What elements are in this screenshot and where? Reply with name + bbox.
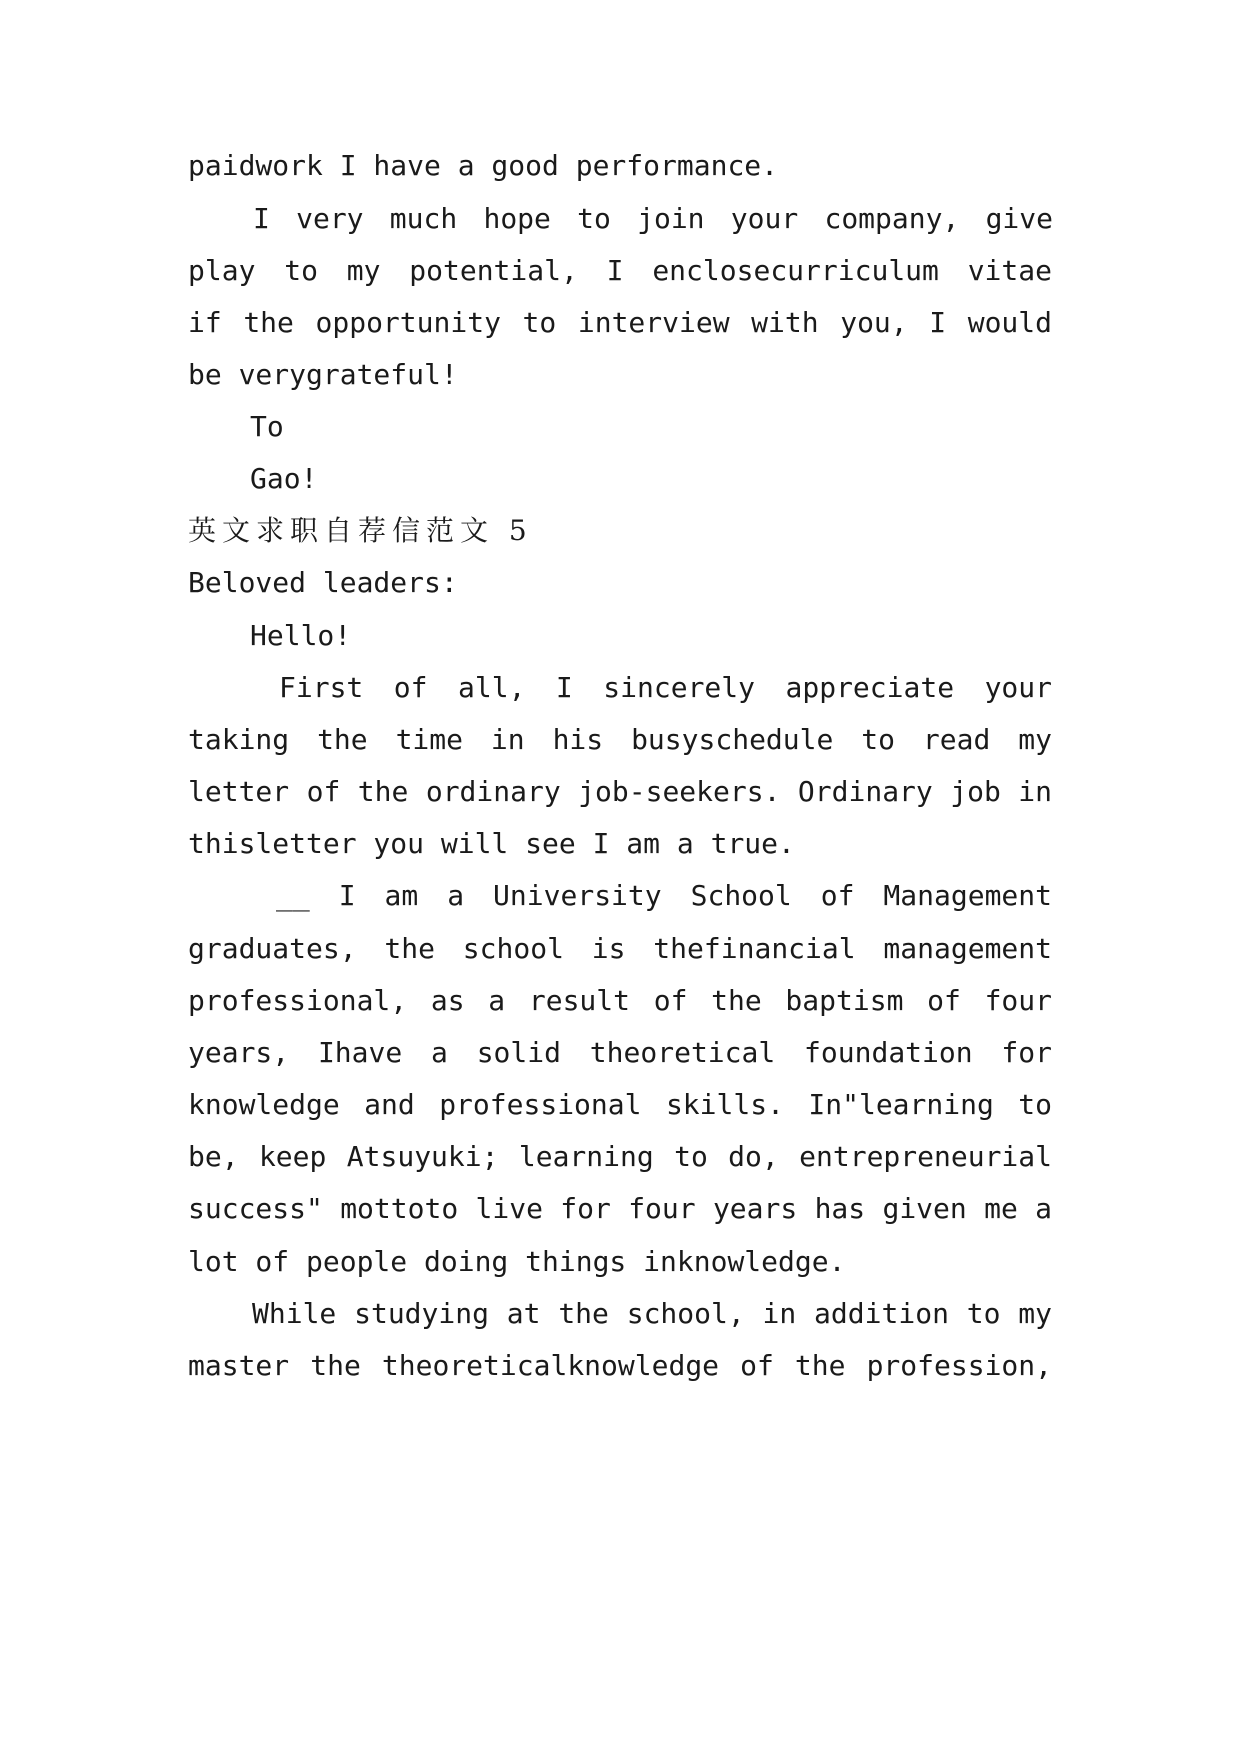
text-line: be verygrateful! — [188, 358, 458, 391]
greeting: Hello! — [250, 619, 352, 652]
text-line: knowledge and professional skills. In"learning to — [188, 1088, 1052, 1121]
text-line: paidwork I have a good performance. — [188, 149, 779, 182]
text-line: graduates, the school is thefinancial management — [188, 932, 1052, 965]
text-line: if the opportunity to interview with you, I would — [188, 306, 1052, 339]
text-line: While studying at the school, in addition to my — [252, 1297, 1052, 1330]
text-line: First of all, I sincerely appreciate your — [279, 671, 1052, 704]
text-line: __ I am a University School of Management — [276, 879, 1052, 912]
closing-line: Gao! — [250, 462, 318, 495]
text-line: be, keep Atsuyuki; learning to do, entrepreneurial — [188, 1140, 1052, 1173]
text-line: master the theoreticalknowledge of the profession, — [188, 1349, 1052, 1382]
text-line: years, Ihave a solid theoretical foundation for — [188, 1036, 1052, 1069]
text-line: success" mottoto live for four years has given me a — [188, 1192, 1052, 1225]
text-line: letter of the ordinary job-seekers. Ordinary job in — [188, 775, 1052, 808]
text-line: play to my potential, I enclosecurriculum vitae — [188, 254, 1052, 287]
closing-line: To — [250, 410, 284, 443]
text-line: taking the time in his busyschedule to read my — [188, 723, 1052, 756]
text-line: professional, as a result of the baptism of four — [188, 984, 1052, 1017]
text-line: thisletter you will see I am a true. — [188, 827, 795, 860]
section-heading: 英文求职自荐信范文 5 — [188, 514, 533, 547]
salutation: Beloved leaders: — [188, 566, 458, 599]
text-line: lot of people doing things inknowledge. — [188, 1245, 846, 1278]
text-line: I very much hope to join your company, give — [253, 202, 1053, 235]
